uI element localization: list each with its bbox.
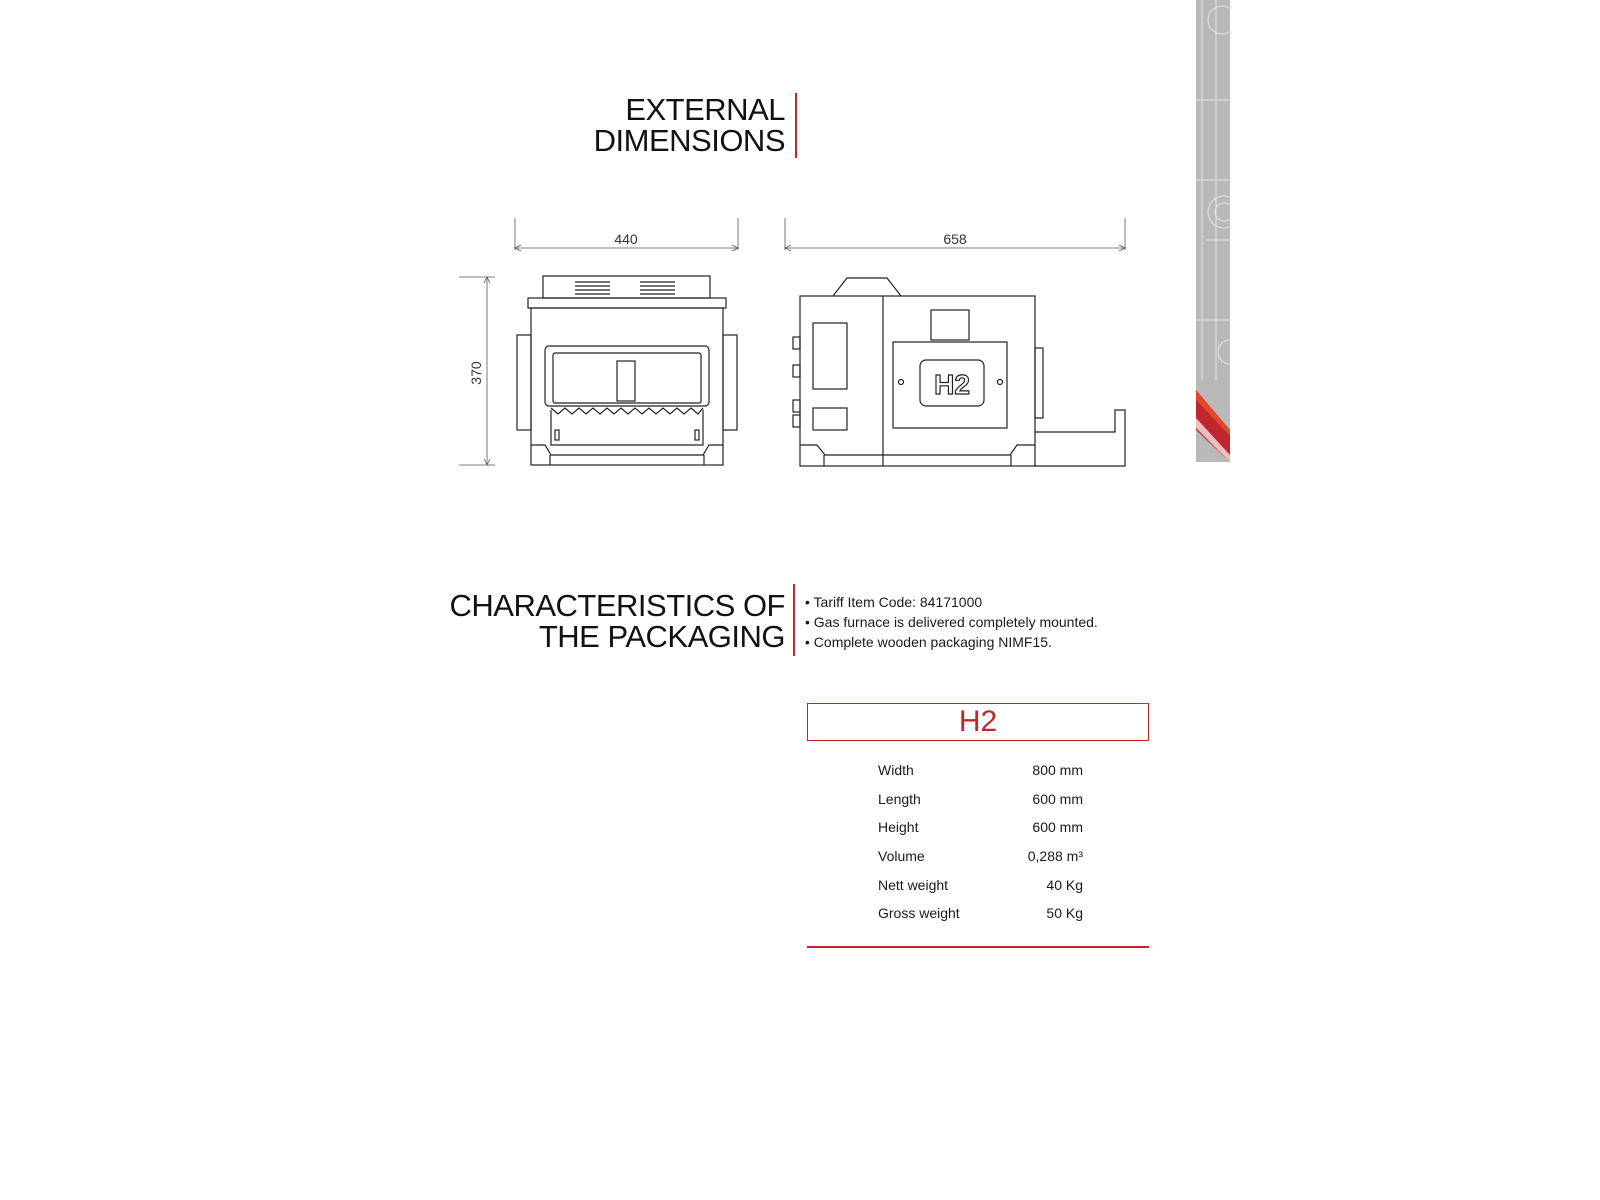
spec-value: 0,288 m³ <box>1027 848 1083 865</box>
spec-value: 800 mm <box>1032 762 1083 779</box>
model-header <box>807 703 1149 741</box>
spec-label: Gross weight <box>878 905 960 922</box>
model-name: H2 <box>958 705 998 738</box>
table-row <box>878 813 1083 842</box>
table-row <box>878 756 1083 785</box>
spec-value: 40 Kg <box>1046 876 1083 893</box>
front-width-label: 440 <box>614 231 638 247</box>
side-view-furnace <box>793 278 1125 466</box>
spec-value: 600 mm <box>1032 790 1083 807</box>
table-bottom-rule <box>807 946 1149 948</box>
packaging-spec-table <box>878 756 1083 928</box>
spec-label: Width <box>878 762 914 779</box>
packaging-bullet-list <box>805 592 1098 652</box>
spec-label: Height <box>878 819 919 836</box>
side-depth-label: 658 <box>943 231 967 247</box>
title-line: DIMENSIONS <box>593 123 785 158</box>
heading-divider <box>795 93 797 158</box>
bullet-item: • Complete wooden packaging NIMF15. <box>805 634 1052 650</box>
heading-divider <box>793 584 795 656</box>
h2-badge-text: H2 <box>934 369 970 400</box>
table-row <box>878 842 1083 871</box>
technical-drawing <box>455 210 1135 480</box>
spec-value: 600 mm <box>1032 819 1083 836</box>
bullet-item: • Tariff Item Code: 84171000 <box>805 594 983 610</box>
table-row <box>878 785 1083 814</box>
spec-value: 50 Kg <box>1046 905 1083 922</box>
table-row <box>878 899 1083 928</box>
decorative-side-strip <box>1196 0 1230 462</box>
front-dimension-lines <box>459 218 738 465</box>
bullet-item: • Gas furnace is delivered completely mounted. <box>805 614 1098 630</box>
front-view-furnace <box>517 276 737 465</box>
title-line: CHARACTERISTICS OF <box>449 588 785 623</box>
packaging-title <box>420 590 785 652</box>
table-row <box>878 870 1083 899</box>
spec-label: Nett weight <box>878 876 949 893</box>
spec-label: Length <box>878 790 921 807</box>
external-dimensions-title <box>560 94 785 156</box>
spec-label: Volume <box>878 848 925 865</box>
front-height-label: 370 <box>468 361 484 385</box>
title-line: EXTERNAL <box>625 92 785 127</box>
title-line: THE PACKAGING <box>538 619 785 654</box>
